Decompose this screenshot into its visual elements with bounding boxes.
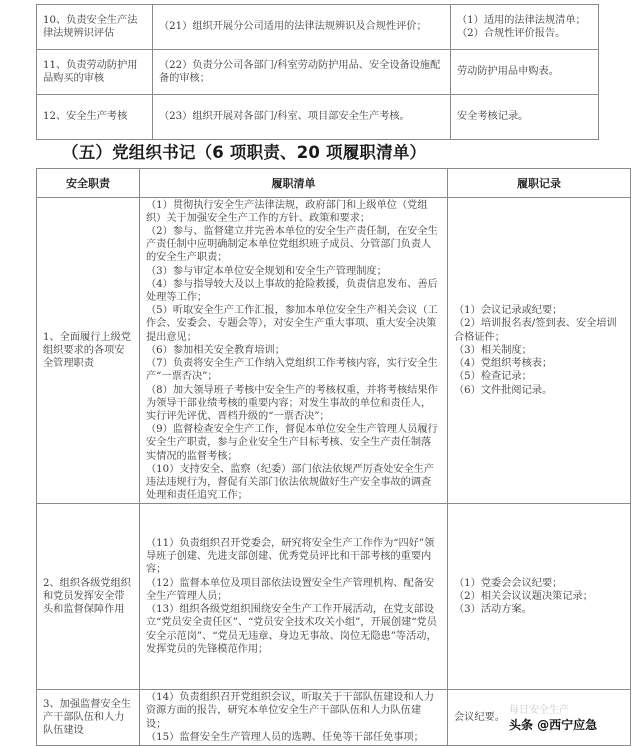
checklist-item: （4）参与指导较大及以上事故的抢险救援，负责信息发布、善后处理等工作； [146,278,438,304]
checklist-item: （7）负责将安全生产工作纳入党组织工作考核内容，实行安全生产“一票否决”； [146,358,438,383]
record-with-watermark [454,704,624,732]
checklist-item: （21）组织开展分公司适用的法律法规辨识及合规性评价； [159,21,427,33]
table-header-row [37,169,631,198]
table-row [37,504,631,690]
header-checklist: 履职清单 [140,169,448,198]
record-item: （6）文件批阅记录。 [454,384,553,396]
record-item: （2）合规性评价报告。 [457,28,566,39]
watermark-ghost-text: 每日安全生产 [508,704,569,716]
record-item: （1）党委会会议纪要； [454,577,563,589]
duty-cell: 12、安全生产考核 [37,95,153,140]
checklist-item: （15）监督安全生产管理人员的选聘、任免等干部任免事项； [146,731,424,743]
duty-cell: 1、全面履行上级党组织要求的各项安全管理职责 [37,198,140,504]
header-records: 履职记录 [448,169,631,198]
header-safety-duty: 安全职责 [37,169,140,198]
duty-cell: 3、加强监督安全生产干部队伍和人力队伍建设 [37,690,140,746]
record-item: 安全考核记录。 [457,111,529,123]
record-item: 劳动防护用品申购表。 [457,66,559,78]
table-row [37,95,599,140]
checklist-item: （12）监督本单位及项目部依法设置安全生产管理机构、配备安全生产管理人员； [146,577,435,602]
party-secretary-duty-table [36,168,631,746]
table-row [37,690,631,746]
checklist-cell [140,504,448,690]
record-cell [451,50,599,95]
checklist-item: （2）参与、监督建立并完善本单位的安全生产责任制，在安全生产责任制中应明确制定本单位党组织班子成员、分管部门负责人的安全生产职责； [146,226,438,264]
record-item: （2）相关会议议题决策记录； [454,590,593,602]
record-item: （3）相关制度； [454,344,532,356]
checklist-item: （11）负责组织召开党委会，研究将安全生产工作作为“四好”领导班子创建、先进支部创建、优秀党员评比和干部考核的重要内容； [146,538,435,576]
table-row [37,5,599,50]
record-item: （5）检查记录； [454,371,532,383]
duty-cell: 10、负责安全生产法律法规辨识评估 [37,5,153,50]
checklist-item: （22）负责分公司各部门/科室劳动防护用品、安全设备设施配备的审核； [159,59,441,84]
section-title: （五）党组织书记（6 项职责、20 项履职清单） [62,143,427,162]
record-cell [448,504,631,690]
record-item: （4）党组织考核表； [454,358,553,370]
record-item: （1）会议记录或纪要； [454,305,563,317]
checklist-cell [153,95,451,140]
record-item: （3）活动方案。 [454,604,532,616]
record-cell [451,95,599,140]
checklist-item: （13）组织各级党组织围绕安全生产工作开展活动，在党支部设立“党员安全责任区”、“党员安全技术攻关小组”，开展创建“党员安全示范岗”、“党员无违章、身边无事故、岗位无隐患”等活动，发挥党员的先锋模范作用； [146,604,437,655]
checklist-item: （23）组织开展对各部门/科室、项目部安全生产考核。 [159,111,410,123]
record-cell [448,198,631,504]
record-cell [451,5,599,50]
checklist-item: （6）参加相关安全教育培训； [146,344,285,356]
checklist-item: （8）加大领导班子考核中安全生产的考核权重，并将考核结果作为领导干部业绩考核的重要内容；对发生事故的单位和责任人，实行评先评优、晋档升级的“一票否决”； [146,384,438,422]
duty-cell: 2、组织各级党组织和党员发挥安全带头和监督保障作用 [37,504,140,690]
record-item: （2）培训报名表/签到表、安全培训合格证件； [454,318,617,343]
duty-cell: 11、负责劳动防护用品购买的审核 [37,50,153,95]
checklist-cell [153,50,451,95]
table-row [37,50,599,95]
record-item: 会议纪要。 [454,711,505,723]
table-row [37,198,631,504]
duty-table-continued [36,4,599,140]
record-item: （1）适用的法律法规清单； [457,14,586,26]
record-cell [448,690,631,746]
watermark-block [509,704,597,732]
checklist-item: （14）负责组织召开党组织会议，听取关于干部队伍建设和人力资源方面的报告，研究本单位安全生产干部队伍和人力队伍建设； [146,692,435,730]
watermark: 头条 @西宁应急 [508,717,598,732]
checklist-cell [153,5,451,50]
checklist-item: （5）听取安全生产工作汇报，参加本单位安全生产相关会议（工作会、安委会、专题会等），对安全生产重大事项、重大安全决策提出意见； [146,305,438,343]
checklist-item: （1）贯彻执行安全生产法律法规，政府部门和上级单位（党组织）关于加强安全生产工作的方针、政策和要求； [146,199,428,224]
checklist-item: （9）监督检查安全生产工作，督促本单位安全生产管理人员履行安全生产职责，参与企业安全生产目标考核、安全生产责任制落实情况的监督考核； [146,424,438,462]
checklist-cell [140,198,448,504]
checklist-item: （10）支持安全、监察（纪委）部门依法依规严厉查处安全生产违法违规行为，督促有关部门依法依规做好生产安全事故的调查处理和责任追究工作； [146,463,435,502]
checklist-cell [140,690,448,746]
checklist-item: （3）参与审定本单位安全规划和安全生产管理制度； [146,265,387,277]
